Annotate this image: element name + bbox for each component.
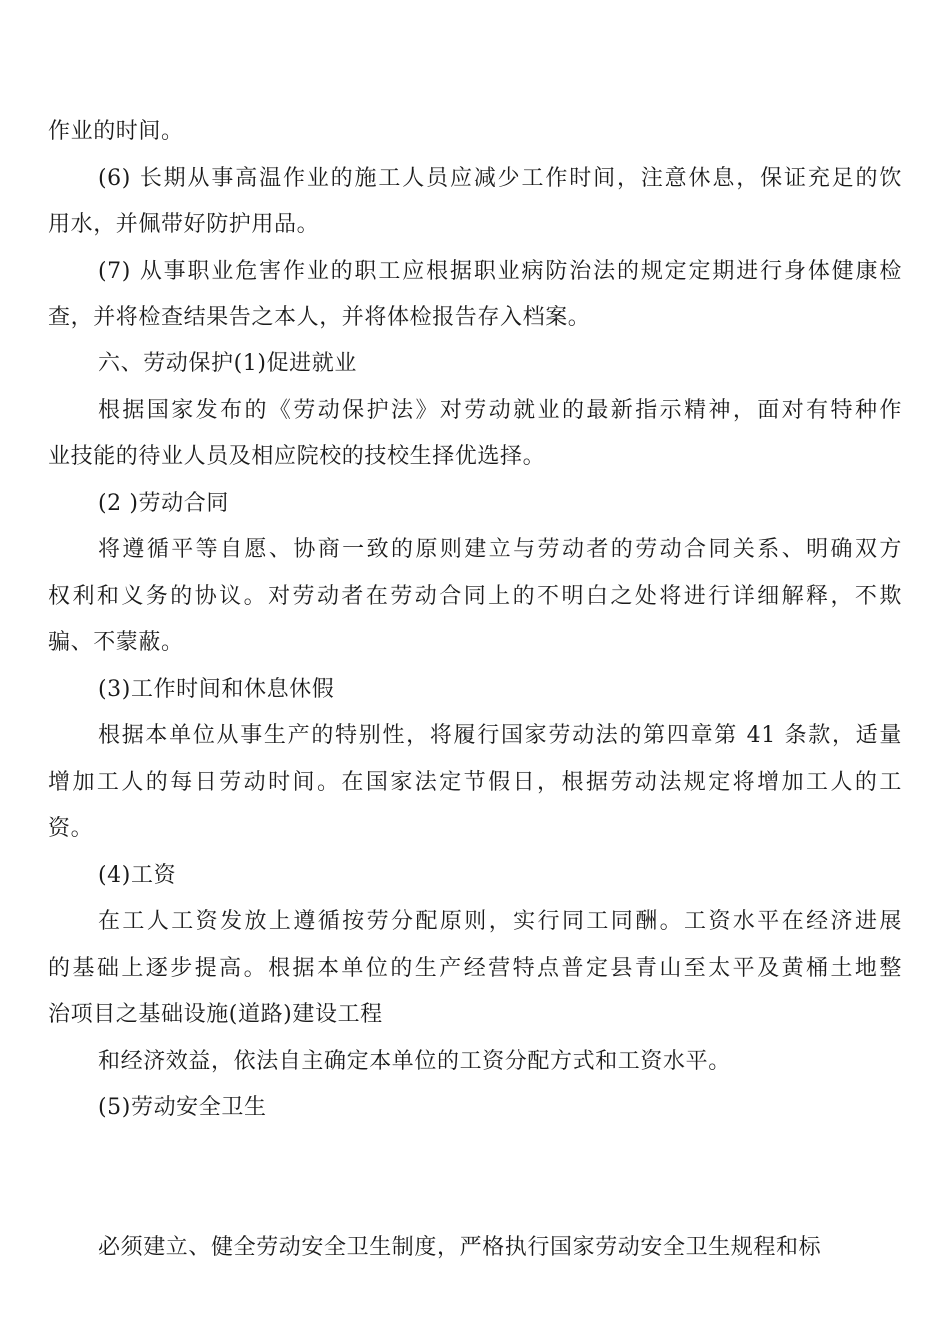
subsection-heading: (5)劳动安全卫生 xyxy=(98,1095,267,1120)
paragraph-line: 根据国家发布的《劳动保护法》对劳动就业的最新指示精神，面对有特种作 xyxy=(98,398,902,423)
subsection-heading: (4)工资 xyxy=(98,863,177,888)
paragraph-line: 和经济效益，依法自主确定本单位的工资分配方式和工资水平。 xyxy=(98,1049,731,1074)
subsection-heading: (2 )劳动合同 xyxy=(98,491,229,516)
paragraph-line: (7) 从事职业危害作业的职工应根据职业病防治法的规定定期进行身体健康检 xyxy=(98,259,902,284)
paragraph-line: 根据本单位从事生产的特别性，将履行国家劳动法的第四章第 41 条款，适量 xyxy=(98,723,902,748)
paragraph-line: 在工人工资发放上遵循按劳分配原则，实行同工同酬。工资水平在经济进展 xyxy=(98,909,902,934)
paragraph-line: 权利和义务的协议。对劳动者在劳动合同上的不明白之处将进行详细解释，不欺 xyxy=(48,584,902,609)
paragraph-line: 必须建立、健全劳动安全卫生制度，严格执行国家劳动安全卫生规程和标 xyxy=(98,1235,822,1260)
paragraph-line: 治项目之基础设施(道路)建设工程 xyxy=(48,1002,383,1027)
section-heading: 六、劳动保护(1)促进就业 xyxy=(98,351,357,376)
paragraph-line: 业技能的待业人员及相应院校的技校生择优选择。 xyxy=(48,444,546,469)
paragraph-line: 将遵循平等自愿、协商一致的原则建立与劳动者的劳动合同关系、明确双方 xyxy=(98,537,902,562)
paragraph-line: 资。 xyxy=(48,816,94,841)
paragraph-line: (6) 长期从事高温作业的施工人员应减少工作时间，注意休息，保证充足的饮 xyxy=(98,166,902,191)
paragraph-line: 用水，并佩带好防护用品。 xyxy=(48,212,320,237)
paragraph-line: 作业的时间。 xyxy=(48,119,184,144)
paragraph-line: 查，并将检查结果告之本人，并将体检报告存入档案。 xyxy=(48,305,591,330)
paragraph-line: 的基础上逐步提高。根据本单位的生产经营特点普定县青山至太平及黄桶土地整 xyxy=(48,956,902,981)
subsection-heading: (3)工作时间和休息休假 xyxy=(98,677,335,702)
paragraph-line: 骗、不蒙蔽。 xyxy=(48,630,184,655)
paragraph-line: 增加工人的每日劳动时间。在国家法定节假日，根据劳动法规定将增加工人的工 xyxy=(48,770,902,795)
